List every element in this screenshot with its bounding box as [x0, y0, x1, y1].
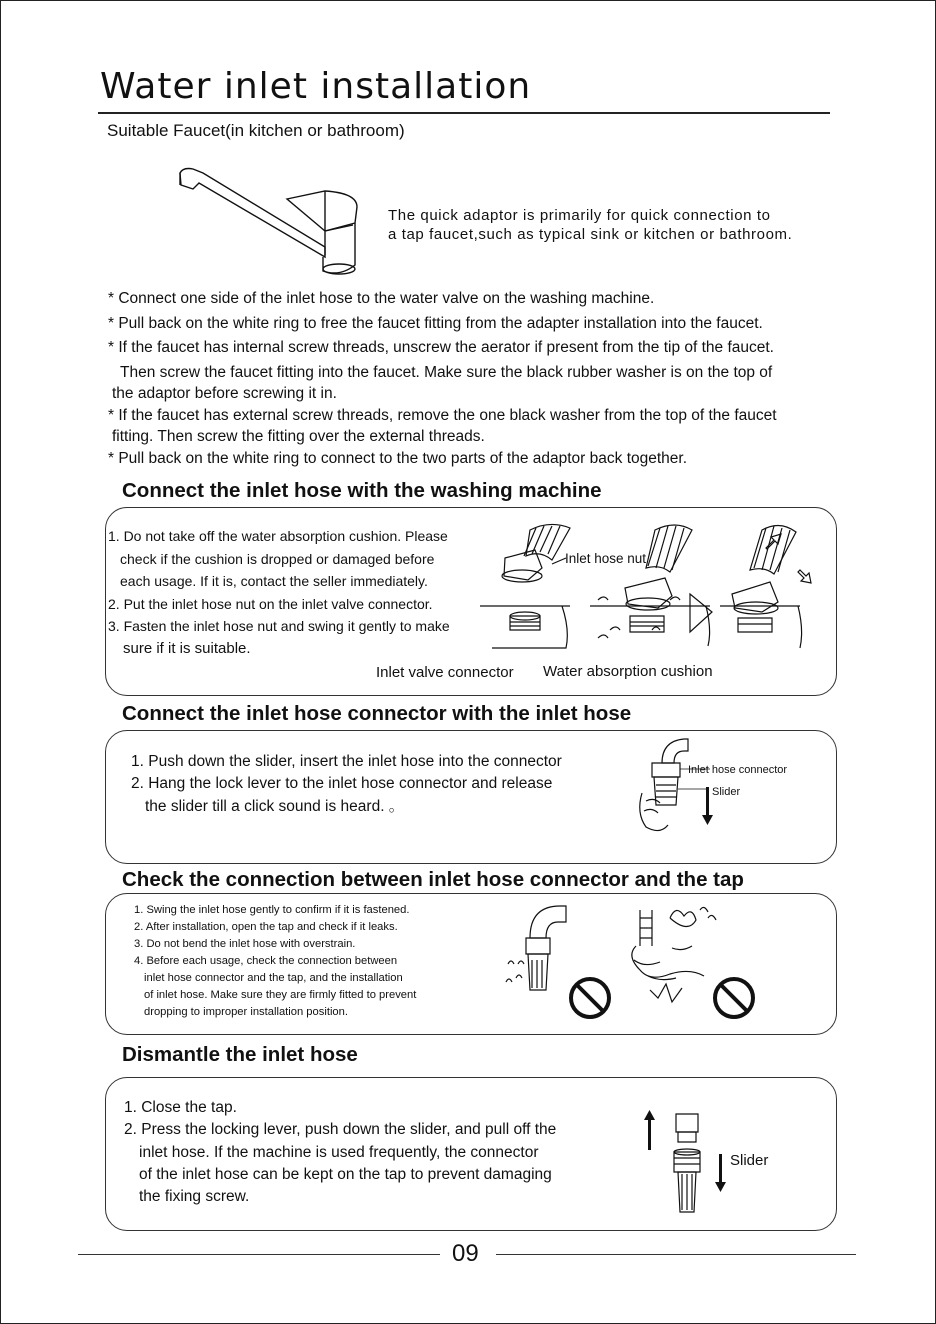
section2-steps	[131, 751, 562, 818]
bullet-line: * If the faucet has external screw threads, remove the one black washer from the top of the faucet	[108, 406, 777, 424]
bullet-line: Then screw the faucet fitting into the faucet. Make sure the black rubber washer is on the top of	[120, 363, 773, 381]
intro-line-2: a tap faucet,such as typical sink or kitchen or bathroom.	[388, 226, 793, 243]
step-line: dropping to improper installation position.	[144, 1006, 348, 1018]
step-line: 2. Hang the lock lever to the inlet hose connector and release	[131, 775, 553, 793]
footer-rule-right	[496, 1254, 856, 1255]
bullet-line: * Pull back on the white ring to connect to the two parts of the adaptor back together.	[108, 449, 688, 467]
instruction-bullets	[108, 288, 843, 469]
bullet-line: * If the faucet has internal screw threads, unscrew the aerator if present from the tip of the faucet.	[108, 339, 774, 356]
subtitle: Suitable Faucet(in kitchen or bathroom)	[107, 121, 405, 140]
intro-text	[388, 206, 792, 244]
step-line: 1. Close the tap.	[124, 1099, 237, 1116]
section3-steps	[134, 902, 416, 1021]
section1-steps	[108, 525, 450, 660]
step-line: sure if it is suitable.	[123, 639, 251, 657]
faucet-icon	[175, 165, 365, 285]
page-number: 09	[452, 1240, 479, 1267]
bullet-line: the adaptor before screwing it in.	[112, 385, 337, 402]
step-line: 1. Push down the slider, insert the inlet hose into the connector	[131, 753, 562, 770]
step-line: 3. Fasten the inlet hose nut and swing it gently to make	[108, 618, 450, 634]
label-inlet-hose-nut: Inlet hose nut	[565, 551, 647, 566]
section-heading-check-connection: Check the connection between inlet hose connector and the tap	[122, 868, 744, 891]
label-slider: Slider	[712, 786, 741, 798]
section-heading-hose-connector: Connect the inlet hose connector with the inlet hose	[122, 702, 632, 725]
step-line: check if the cushion is dropped or damaged before	[120, 550, 435, 567]
bullet-line: * Pull back on the white ring to free the faucet fitting from the adapter installation into the faucet.	[108, 314, 763, 332]
step-line: inlet hose. If the machine is used frequently, the connector	[139, 1143, 539, 1161]
label-inlet-hose-connector: Inlet hose connector	[688, 764, 788, 776]
step-line: the slider till a click sound is heard. 。	[145, 797, 405, 815]
dismantle-icon	[640, 1108, 730, 1218]
hose-connector-icon	[632, 733, 712, 843]
step-line: the fixing screw.	[139, 1188, 250, 1206]
step-line: of the inlet hose can be kept on the tap to prevent damaging	[139, 1165, 552, 1183]
step-line: of inlet hose. Make sure they are firmly fitted to prevent	[144, 989, 417, 1001]
step-line: each usage. If it is, contact the seller immediately.	[120, 573, 428, 589]
step-line: 2. Put the inlet hose nut on the inlet valve connector.	[108, 595, 433, 612]
intro-line-1: The quick adaptor is primarily for quick connection to	[388, 207, 771, 224]
step-line: inlet hose connector and the tap, and the installation	[144, 972, 403, 984]
section4-steps	[124, 1097, 556, 1208]
bullet-line: * Connect one side of the inlet hose to the water valve on the washing machine.	[108, 290, 655, 307]
label-slider-dismantle: Slider	[730, 1152, 769, 1169]
section-heading-washing-machine: Connect the inlet hose with the washing machine	[122, 479, 602, 502]
page-title: Water inlet installation	[100, 66, 532, 107]
label-water-absorption-cushion: Water absorption cushion	[543, 663, 713, 680]
leak-check-icon	[500, 898, 770, 1030]
step-line: 1. Do not take off the water absorption cushion. Please	[108, 528, 448, 544]
bullet-line: fitting. Then screw the fitting over the external threads.	[112, 428, 485, 445]
step-line: 3. Do not bend the inlet hose with overstrain.	[134, 938, 356, 950]
section-heading-dismantle: Dismantle the inlet hose	[122, 1043, 358, 1066]
title-rule	[98, 112, 830, 114]
step-line: 2. After installation, open the tap and check if it leaks.	[134, 921, 398, 933]
footer-rule-left	[78, 1254, 440, 1255]
step-line: 4. Before each usage, check the connection between	[134, 955, 398, 967]
label-inlet-valve-connector: Inlet valve connector	[376, 664, 514, 681]
step-line: 2. Press the locking lever, push down the slider, and pull off the	[124, 1121, 557, 1139]
hose-nut-icon	[480, 520, 815, 660]
step-line: 1. Swing the inlet hose gently to confirm if it is fastened.	[134, 904, 410, 916]
